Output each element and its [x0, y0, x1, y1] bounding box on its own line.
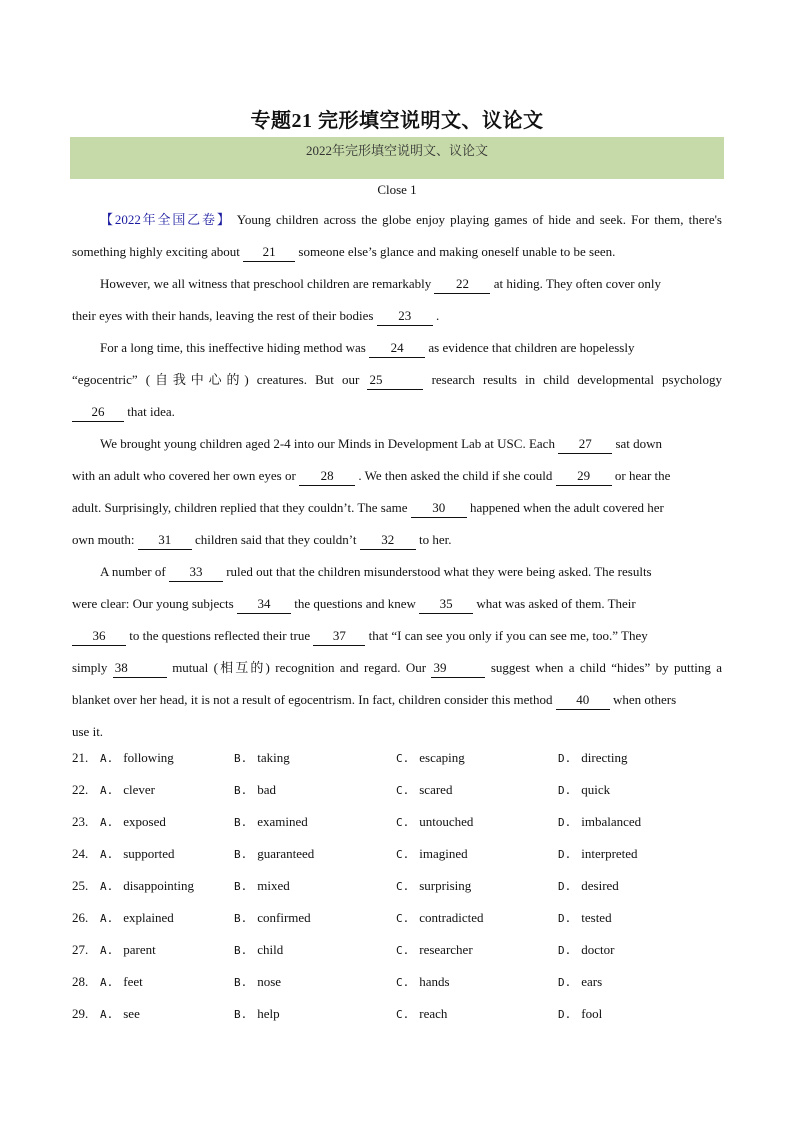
passage-line [72, 460, 722, 492]
question-row [72, 998, 722, 1030]
passage-text: happened when the adult covered her [470, 500, 664, 515]
passage-text: someone else’s glance and making oneself unable to be seen. [298, 244, 616, 259]
passage-line [72, 364, 722, 396]
passage-line [72, 524, 722, 556]
option-c: C. imagined [396, 846, 468, 861]
passage-text: simply [72, 660, 108, 675]
blank-24: 24 [369, 340, 425, 358]
passage-line [72, 684, 722, 716]
passage-text: use it. [72, 724, 104, 739]
question-number: 22. [72, 782, 89, 797]
cloze-passage [72, 204, 722, 748]
question-row [72, 934, 722, 966]
question-number: 28. [72, 974, 89, 989]
option-c: C. hands [396, 974, 450, 989]
question-number: 26. [72, 910, 89, 925]
passage-text: mutual (相互的) recognition and regard. Our [172, 660, 427, 675]
passage-line [72, 396, 722, 428]
question-number: 24. [72, 846, 89, 861]
question-row [72, 902, 722, 934]
passage-line [72, 236, 722, 268]
option-b: B. help [234, 1006, 280, 1021]
passage-text: Young children across the globe enjoy playing games of hide and seek. For them, there's [236, 212, 722, 227]
option-d: D. imbalanced [558, 814, 642, 829]
blank-27: 27 [558, 436, 612, 454]
page-title: 专题21 完形填空说明文、议论文 [250, 110, 544, 132]
option-b: B. bad [234, 782, 277, 797]
blank-37: 37 [313, 628, 365, 646]
passage-text: that idea. [127, 404, 175, 419]
question-number: 23. [72, 814, 89, 829]
passage-text: ruled out that the children misunderstood what they were being asked. The results [226, 564, 652, 579]
passage-line [72, 556, 722, 588]
option-b: B. guaranteed [234, 846, 315, 861]
option-b: B. taking [234, 750, 290, 765]
question-number: 21. [72, 750, 89, 765]
question-row [72, 742, 722, 774]
option-c: C. untouched [396, 814, 474, 829]
passage-text: blanket over her head, it is not a result of egocentrism. In fact, children consider this method [72, 692, 553, 707]
option-d: D. ears [558, 974, 603, 989]
blank-38: 38 [113, 660, 167, 678]
option-a: A. explained [100, 910, 174, 925]
section-banner [70, 137, 724, 179]
banner-text: 2022年完形填空说明文、议论文 [305, 143, 488, 158]
option-c: C. surprising [396, 878, 472, 893]
passage-text: adult. Surprisingly, children replied that they couldn’t. The same [72, 500, 408, 515]
passage-text: own mouth: [72, 532, 135, 547]
passage-text: sat down [615, 436, 663, 451]
question-number: 27. [72, 942, 89, 957]
passage-line [72, 300, 722, 332]
option-d: D. directing [558, 750, 628, 765]
passage-line [72, 204, 722, 236]
option-c: C. scared [396, 782, 453, 797]
blank-21: 21 [243, 244, 295, 262]
option-b: B. child [234, 942, 284, 957]
option-b: B. confirmed [234, 910, 311, 925]
blank-22: 22 [434, 276, 490, 294]
question-number: 25. [72, 878, 89, 893]
passage-line [72, 652, 722, 684]
option-b: B. mixed [234, 878, 290, 893]
option-b: B. examined [234, 814, 308, 829]
passage-line [72, 428, 722, 460]
passage-text: when others [613, 692, 677, 707]
question-row [72, 838, 722, 870]
passage-line [72, 588, 722, 620]
blank-36: 36 [72, 628, 126, 646]
passage-text: with an adult who covered her own eyes or [72, 468, 296, 483]
passage-text: . We then asked the child if she could [358, 468, 553, 483]
passage-text: suggest when a child “hides” by putting a [490, 660, 723, 675]
option-a: A. following [100, 750, 174, 765]
passage-text: “egocentric” (自我中心的) creatures. But our [72, 372, 360, 387]
option-a: A. parent [100, 942, 156, 957]
option-a: A. see [100, 1006, 140, 1021]
passage-text: However, we all witness that preschool children are remarkably [100, 276, 432, 291]
passage-text: that “I can see you only if you can see me, too.” They [368, 628, 648, 643]
source-label: 【2022年全国乙卷】 [100, 212, 232, 227]
passage-text: as evidence that children are hopelessly [428, 340, 635, 355]
blank-35: 35 [419, 596, 473, 614]
passage-text: their eyes with their hands, leaving the rest of their bodies [72, 308, 374, 323]
passage-line [72, 268, 722, 300]
blank-29: 29 [556, 468, 612, 486]
blank-40: 40 [556, 692, 610, 710]
passage-line [72, 492, 722, 524]
question-row [72, 806, 722, 838]
question-row [72, 774, 722, 806]
option-d: D. interpreted [558, 846, 638, 861]
passage-text: or hear the [614, 468, 671, 483]
option-c: C. researcher [396, 942, 473, 957]
blank-25: 25 [367, 372, 423, 390]
option-d: D. fool [558, 1006, 603, 1021]
blank-30: 30 [411, 500, 467, 518]
answer-options [72, 742, 722, 1030]
passage-text: to the questions reflected their true [129, 628, 311, 643]
option-a: A. disappointing [100, 878, 195, 893]
passage-text: A number of [100, 564, 166, 579]
blank-33: 33 [169, 564, 223, 582]
passage-text: were clear: Our young subjects [72, 596, 234, 611]
option-a: A. clever [100, 782, 156, 797]
option-d: D. desired [558, 878, 619, 893]
passage-text: children said that they couldn’t [194, 532, 357, 547]
blank-32: 32 [360, 532, 416, 550]
option-c: C. escaping [396, 750, 465, 765]
passage-text: research results in child developmental psychology [431, 372, 723, 387]
blank-39: 39 [431, 660, 485, 678]
passage-line [72, 620, 722, 652]
question-row [72, 870, 722, 902]
passage-text: something highly exciting about [72, 244, 240, 259]
blank-34: 34 [237, 596, 291, 614]
passage-text: what was asked of them. Their [476, 596, 636, 611]
blank-23: 23 [377, 308, 433, 326]
passage-text: to her. [418, 532, 452, 547]
blank-28: 28 [299, 468, 355, 486]
question-row [72, 966, 722, 998]
blank-26: 26 [72, 404, 124, 422]
question-number: 29. [72, 1006, 89, 1021]
option-c: C. reach [396, 1006, 448, 1021]
passage-text: We brought young children aged 2-4 into our Minds in Development Lab at USC. Each [100, 436, 555, 451]
option-a: A. exposed [100, 814, 166, 829]
passage-text: . [435, 308, 440, 323]
section-heading: Close 1 [377, 182, 417, 197]
passage-text: at hiding. They often cover only [493, 276, 661, 291]
option-d: D. quick [558, 782, 611, 797]
option-c: C. contradicted [396, 910, 484, 925]
blank-31: 31 [138, 532, 192, 550]
passage-text: the questions and knew [294, 596, 416, 611]
passage-text: For a long time, this ineffective hiding method was [100, 340, 366, 355]
option-b: B. nose [234, 974, 282, 989]
option-d: D. doctor [558, 942, 615, 957]
option-a: A. supported [100, 846, 175, 861]
passage-line [72, 332, 722, 364]
option-d: D. tested [558, 910, 612, 925]
option-a: A. feet [100, 974, 143, 989]
